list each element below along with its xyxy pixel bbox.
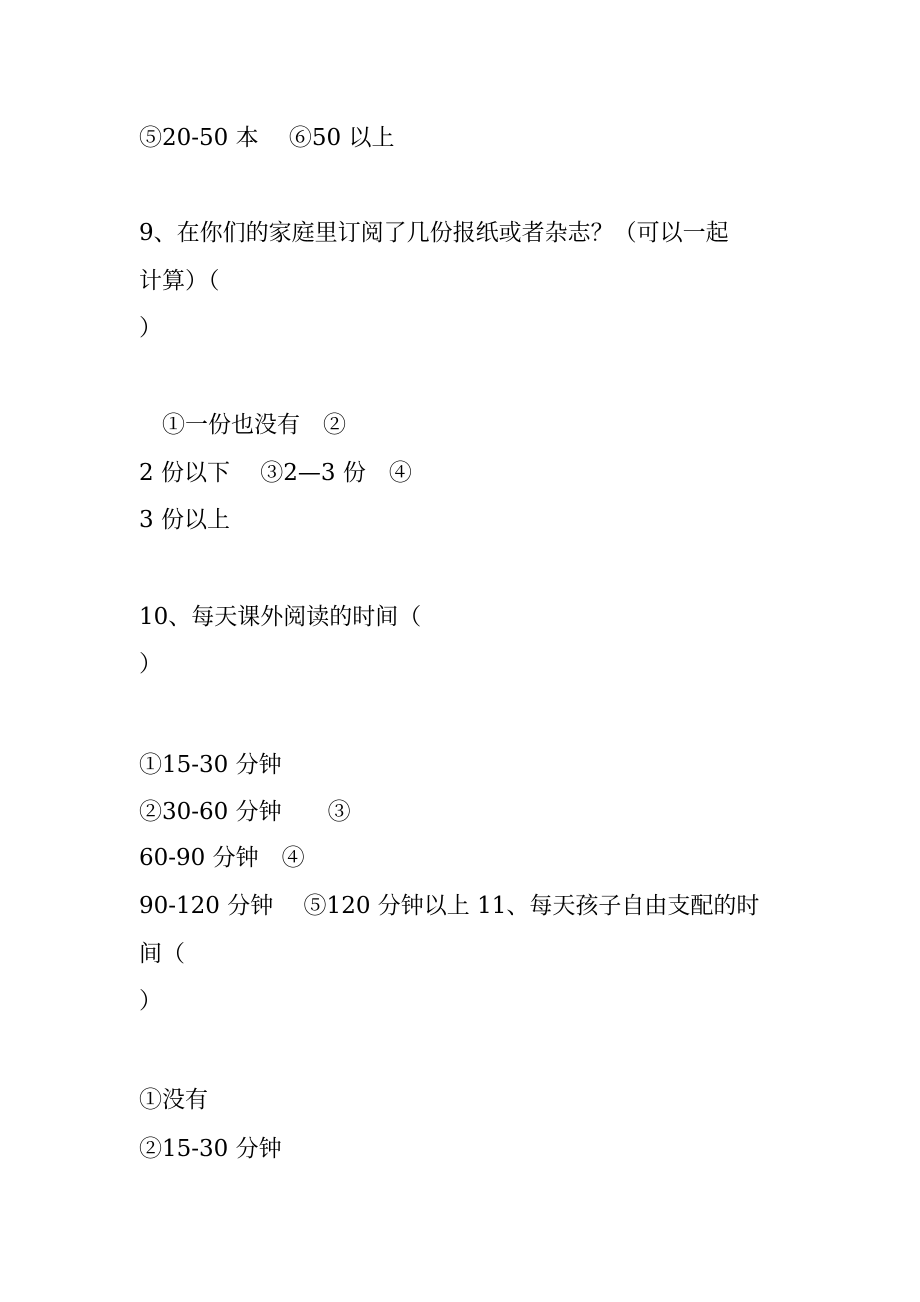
q10-option-1: ①15-30 分钟: [139, 752, 282, 778]
q9-option-line-2: 2 份以下 ③2—3 份 ④: [139, 460, 412, 486]
q11-option-2: ②15-30 分钟: [139, 1136, 282, 1162]
q11-answer-paren: ）: [139, 988, 162, 1014]
q10-answer-paren: ）: [139, 651, 162, 677]
q9-answer-paren: ）: [139, 315, 162, 341]
q10-option-2: ②30-60 分钟 ③: [139, 799, 351, 825]
q11-question-cont: 间（: [139, 941, 185, 967]
q10-option-4-and-q11: 90-120 分钟 ⑤120 分钟以上 11、每天孩子自由支配的时: [139, 893, 760, 919]
q10-option-3: 60-90 分钟 ④: [139, 845, 305, 871]
q9-question-cont: 计算）（: [139, 268, 220, 294]
q9-option-line-3: 3 份以上: [139, 507, 230, 533]
q9-question: 9、在你们的家庭里订阅了几份报纸或者杂志？（可以一起: [139, 220, 729, 246]
q8-options-line: ⑤20-50 本 ⑥50 以上: [139, 125, 395, 151]
q11-option-1: ①没有: [139, 1087, 208, 1113]
q10-question: 10、每天课外阅读的时间（: [139, 604, 422, 630]
q9-option-line-1: ①一份也没有 ②: [139, 412, 346, 438]
